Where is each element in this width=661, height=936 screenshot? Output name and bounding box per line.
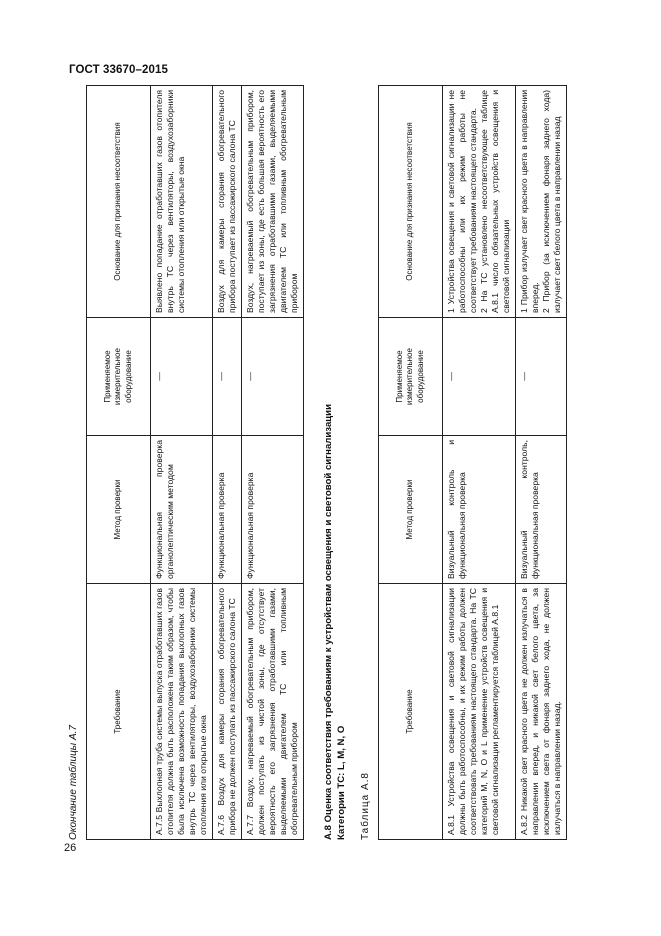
cell-equipment: —	[516, 318, 567, 436]
column-header-equipment: Применяемое измерительное оборудование	[379, 318, 443, 436]
cell-requirement: А.7.5 Выхлопная труба системы выпуска отработавших газов отопителя должна быть расположена таким образом, чтобы была исключена возможность попадания выхлопных газов внутрь ТС через вентиляторы, воздухозаборники системы отопления или открытые окна	[151, 584, 213, 840]
document-id: ГОСТ 33670–2015	[69, 64, 169, 76]
cell-basis: Воздух для камеры сгорания обогревательного прибора поступает из пассажирского салона ТС	[213, 86, 242, 318]
section-title: А.8 Оценка соответствия требованиям к устройствам освещения и световой сигнализации	[323, 404, 334, 840]
cell-requirement: А.8.1 Устройства освещения и световой сигнализации должны быть работоспособны, и их режим работы должен соответствовать требованиям настоящего стандарта. На ТС категорий M, N, O и L применение устройств освещения и световой сигнализации регламентируется таблицей А.8.1	[443, 584, 516, 840]
column-header-requirement: Требование	[87, 584, 151, 840]
column-header-basis: Основание для признания несоответствия	[87, 86, 151, 318]
table-a8	[378, 85, 567, 840]
table-row	[213, 86, 242, 840]
column-header-basis: Основание для признания несоответствия	[379, 86, 443, 318]
cell-equipment: —	[443, 318, 516, 436]
section-heading	[322, 60, 348, 840]
table-a7-header-row	[87, 86, 151, 840]
page-number: 26	[64, 842, 77, 854]
table-a7	[86, 85, 304, 840]
cell-method: Функциональная проверка	[213, 436, 242, 584]
cell-basis: 1 Прибор излучает свет красного цвета в направлении вперед. 2 Прибор (за исключением фонаря заднего хода) излучает свет белого цвета в направлении назад	[516, 86, 567, 318]
table-row	[443, 86, 516, 840]
table-continuation-label: Окончание таблицы А.7	[68, 725, 79, 840]
cell-requirement: А.7.7 Воздух, нагреваемый обогревательным прибором, должен поступать из чистой зоны, где отсутствует вероятность его загрязнения отработавшими газами, выделяемыми двигателем ТС или топливным обогревательным прибором	[242, 584, 304, 840]
table-a8-header-row	[379, 86, 443, 840]
cell-equipment: —	[242, 318, 304, 436]
table-a8-caption: Таблица А.8	[360, 772, 371, 840]
column-header-equipment: Применяемое измерительное оборудование	[87, 318, 151, 436]
cell-requirement: А.7.6 Воздух для камеры сгорания обогревательного прибора не должен поступать из пассажирского салона ТС	[213, 584, 242, 840]
cell-method: Функциональная проверка органолептическим методом	[151, 436, 213, 584]
cell-equipment: —	[151, 318, 213, 436]
column-header-method: Метод проверки	[379, 436, 443, 584]
cell-requirement: А.8.2 Никакой свет красного цвета не должен излучаться в направлении вперед, и никакой свет белого цвета, за исключением света от фонаря заднего хода, не должен излучаться в направлении назад.	[516, 584, 567, 840]
cell-basis: Выявлено попадание отработавших газов отопителя внутрь ТС через вентиляторы, воздухозаборники системы отопления или открытые окна	[151, 86, 213, 318]
table-row	[242, 86, 304, 840]
table-row	[516, 86, 567, 840]
cell-method: Функциональная проверка	[242, 436, 304, 584]
column-header-requirement: Требование	[379, 584, 443, 840]
table-row	[151, 86, 213, 840]
column-header-method: Метод проверки	[87, 436, 151, 584]
cell-method: Визуальный контроль и функциональная проверка	[443, 436, 516, 584]
cell-basis: 1 Устройства освещения и световой сигнализации не работоспособны или их режим работы не соответствует требованиям настоящего стандарта. 2 На ТС установлено несоответствующее таблице А.8.1 число обязательных устройств освещения и световой сигнализации	[443, 86, 516, 318]
cell-method: Визуальный контроль, функциональная проверка	[516, 436, 567, 584]
cell-basis: Воздух, нагреваемый обогревательным прибором, поступает из зоны, где есть большая вероятность его загрязнения отработавшими газами, выделяемыми двигателем ТС или топливным обогревательным прибором	[242, 86, 304, 318]
rotated-page-content	[60, 60, 562, 840]
cell-equipment: —	[213, 318, 242, 436]
section-categories: Категории ТС: L, M, N, O	[336, 725, 347, 840]
